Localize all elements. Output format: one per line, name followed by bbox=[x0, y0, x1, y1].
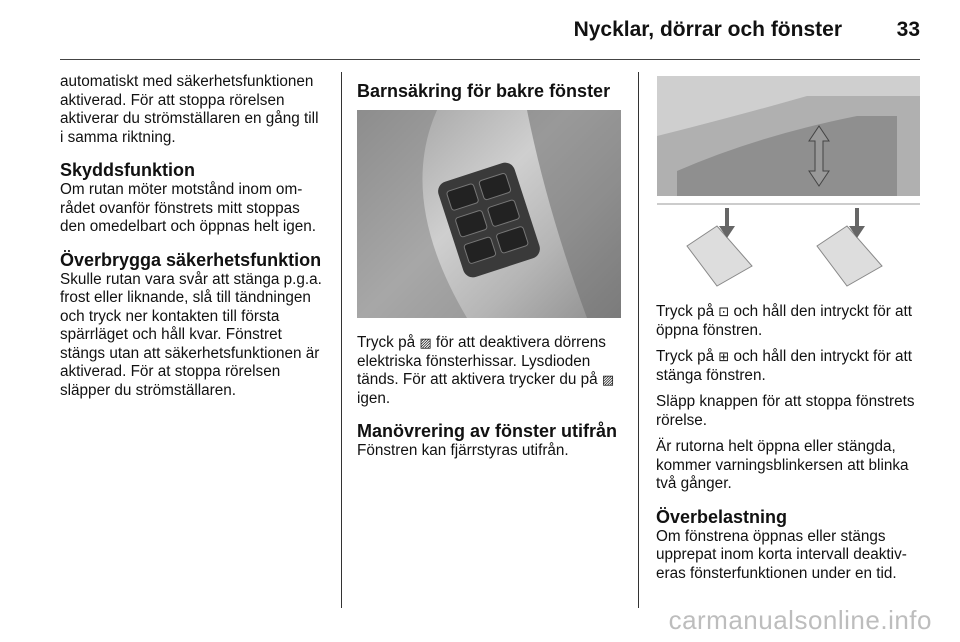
column-2-body bbox=[357, 334, 625, 469]
text-open-a: Tryck på bbox=[656, 303, 715, 320]
text-overbelastning: Om fönstrena öppnas eller stängs upprepat inom korta intervall deaktiveras fönsterfunktionen under en tid. bbox=[656, 527, 907, 582]
text-skyddsfunktion: Om rutan möter motstånd inom området ovanför fönstrets mitt stoppas den omedelbart och öppnas helt igen. bbox=[60, 181, 316, 235]
text-open-windows bbox=[656, 303, 924, 340]
key-lock-icon: ⊞ bbox=[718, 349, 730, 364]
text-manovrering: Fönstren kan fjärrstyras utifrån. bbox=[357, 442, 569, 459]
window-key-svg bbox=[657, 76, 920, 294]
text-hazard-blink: Är rutorna helt öppna eller stängda, kommer varningsblinkersen att blinka två gånger. bbox=[656, 438, 909, 492]
text-close-a: Tryck på bbox=[656, 348, 715, 365]
door-switch-panel-svg bbox=[357, 110, 621, 318]
text-barnsakring-a: Tryck på bbox=[357, 334, 416, 351]
column-3 bbox=[656, 303, 924, 591]
text-overbrygga: Skulle rutan vara svår att stänga p.g.a. frost eller liknande, slå till tändningen och tryck ner kontakten till första spärrläget och håll kvar. Fönstret stängs utan att säkerhetsfunktionen är aktiverad. För at stoppa rörelsen släpper du strömställaren. bbox=[60, 270, 322, 399]
heading-overbelastning: Överbelastning bbox=[656, 506, 788, 527]
key-unlock-icon: ⊡ bbox=[718, 304, 730, 319]
heading-overbrygga: Överbrygga säkerhetsfunktion bbox=[60, 249, 322, 270]
window-lock-icon: ▨ bbox=[601, 372, 615, 387]
door-switch-panel-illustration bbox=[357, 110, 621, 318]
heading-barnsakring: Barnsäkring för bakre fönster bbox=[357, 81, 611, 101]
column-divider-1 bbox=[341, 72, 342, 608]
header-rule bbox=[60, 59, 920, 60]
column-2 bbox=[357, 80, 625, 102]
intro-text: automatiskt med säkerhetsfunktionen aktiverad. För att stoppa rörelsen aktiverar du strömställaren en gång till i samma riktning. bbox=[60, 73, 319, 146]
page-header-title: Nycklar, dörrar och fönster bbox=[573, 18, 842, 41]
column-1 bbox=[60, 73, 326, 408]
page-number: 33 bbox=[896, 18, 920, 41]
text-barnsakring-b: för att deaktivera dörrens elektriska fönsterhissar. Lysdioden tänds. För att aktivera trycker du på bbox=[357, 334, 606, 388]
text-close-b: och håll den intryckt för att stänga fönstren. bbox=[656, 348, 913, 384]
window-lock-icon: ▨ bbox=[419, 335, 432, 350]
text-barnsakring bbox=[357, 334, 625, 408]
text-barnsakring-c: igen. bbox=[357, 389, 391, 407]
watermark: carmanualsonline.info bbox=[668, 605, 932, 635]
heading-manovrering: Manövrering av fönster utifrån bbox=[357, 421, 618, 441]
text-stop-movement: Släpp knappen för att stoppa fönstrets rörelse. bbox=[656, 393, 915, 429]
window-and-key-illustration bbox=[657, 76, 920, 294]
text-open-b: och håll den intryckt för att öppna fönstren. bbox=[656, 303, 913, 339]
column-divider-2 bbox=[638, 72, 639, 608]
text-close-windows bbox=[656, 348, 924, 385]
heading-skyddsfunktion: Skyddsfunktion bbox=[60, 160, 196, 180]
